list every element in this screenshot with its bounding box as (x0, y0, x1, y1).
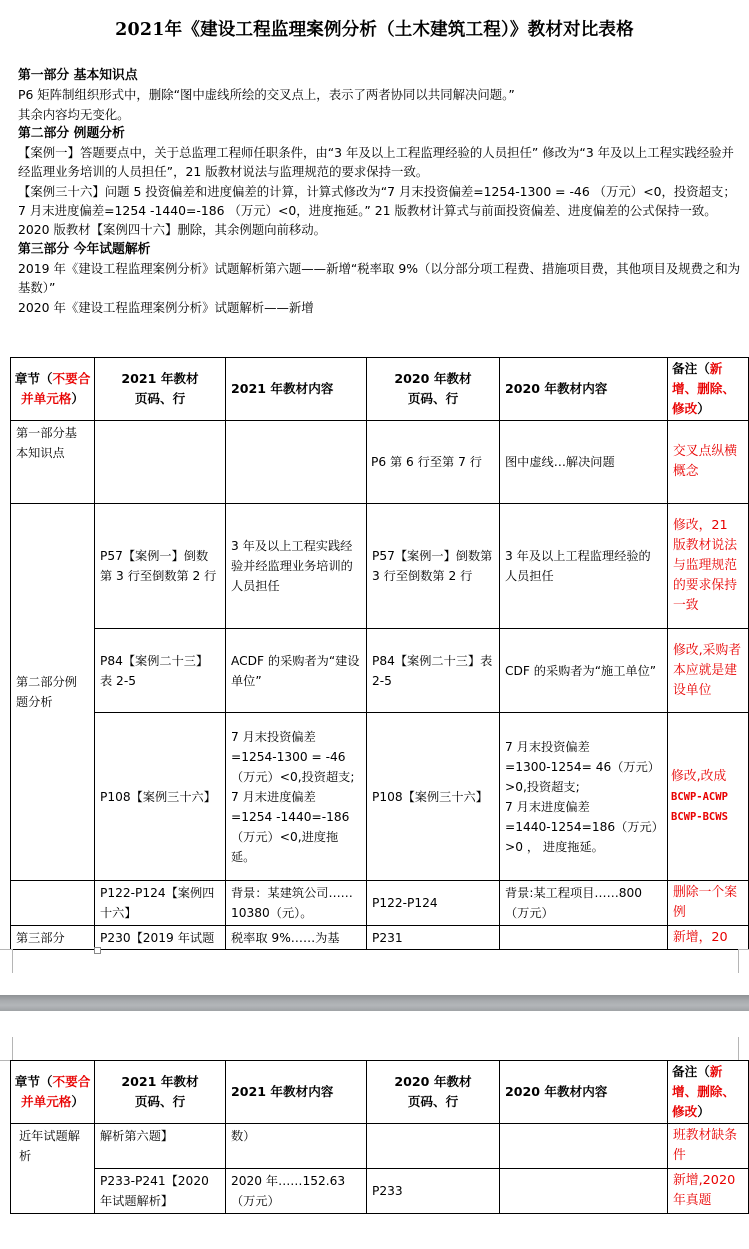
cell-page-2020: P231 (367, 926, 500, 950)
cell-content-2020: 3 年及以上工程监理经验的人员担任 (500, 504, 668, 629)
cell-content-2021: 2020 年……152.63（万元） (226, 1169, 367, 1214)
table-row (11, 421, 749, 504)
table-row (11, 504, 749, 629)
table-header-row (11, 1061, 749, 1124)
document-title: 2021年《建设工程监理案例分析（土木建筑工程）》教材对比表格 (115, 20, 634, 40)
cell-page-2021: 解析第六题】 (95, 1124, 226, 1169)
cell-content-2020 (500, 1124, 668, 1169)
table-row (11, 1124, 749, 1169)
cell-page-2021: P108【案例三十六】 (95, 713, 226, 881)
cell-page-2020 (367, 1124, 500, 1169)
table-row (11, 1169, 749, 1214)
cell-note: 修改,采购者本应就是建设单位 (668, 629, 749, 713)
cell-note: 班教材缺条件 (668, 1124, 749, 1169)
table-row (11, 926, 749, 950)
cell-content-2020: CDF 的采购者为“施工单位” (500, 629, 668, 713)
cell-chapter: 第一部分基本知识点 (11, 421, 95, 504)
table-header-row (11, 358, 749, 421)
header-chapter: 章节（不要合并单元格） (11, 358, 95, 421)
page-corner-mark (738, 949, 749, 973)
header-page-2021: 2021 年教材页码、行 (95, 358, 226, 421)
cell-note: 删除一个案例 (668, 881, 749, 926)
cell-page-2021: P57【案例一】倒数第 3 行至倒数第 2 行 (95, 504, 226, 629)
header-page-2020: 2020 年教材页码、行 (367, 1061, 500, 1124)
cell-page-2021: P122-P124【案例四十六】 (95, 881, 226, 926)
cell-content-2020: 图中虚线…解决问题 (500, 421, 668, 504)
paragraph: 【案例三十六】问题 5 投资偏差和进度偏差的计算，计算式修改为“7 月末投资偏差=1254-1300 = -46 （万元）<0，投资超支；7 月末进度偏差=1254 -1440=-186 （万元）<0，进度拖延。” 21 版教材计算式与前面投资偏差、进度偏差的公式保持一致。 (18, 183, 736, 219)
header-content-2021: 2021 年教材内容 (226, 358, 367, 421)
cell-content-2020: 7 月末投资偏差 =1300-1254= 46（万元）>0,投资超支; 7 月末进度偏差 =1440-1254=186（万元）>0 ， 进度拖延。 (500, 713, 668, 881)
paragraph: 【案例一】答题要点中，关于总监理工程师任职条件，由“3 年及以上工程监理经验的人员担任” 修改为“3 年及以上工程实践经验并经监理业务培训的人员担任”，21 版教材说法与监理规范的要求保持一致。 (18, 145, 734, 180)
header-content-2020: 2020 年教材内容 (500, 1061, 668, 1124)
cell-note: 新增，20 (668, 926, 749, 950)
page-corner-mark (738, 1037, 749, 1061)
cell-chapter: 第二部分例题分析 (11, 504, 95, 881)
page-corner-mark (0, 1037, 13, 1061)
header-note: 备注（新增、删除、修改） (668, 358, 749, 421)
document-page-2 (0, 1011, 749, 1249)
section-heading-3: 第三部分 今年试题解析 (18, 241, 151, 257)
table-row (11, 629, 749, 713)
cell-page-2020: P108【案例三十六】 (367, 713, 500, 881)
cell-content-2021: 3 年及以上工程实践经验并经监理业务培训的人员担任 (226, 504, 367, 629)
section-heading-2: 第二部分 例题分析 (18, 125, 125, 141)
cell-content-2021: ACDF 的采购者为“建设单位” (226, 629, 367, 713)
cell-page-2020: P233 (367, 1169, 500, 1214)
table-resize-handle[interactable] (94, 947, 101, 954)
header-content-2020: 2020 年教材内容 (500, 358, 668, 421)
cell-note: 修改，21 版教材说法与监理规范的要求保持一致 (668, 504, 749, 629)
cell-content-2021: 背景：某建筑公司……10380（元）。 (226, 881, 367, 926)
paragraph: P6 矩阵制组织形式中，删除“图中虚线所绘的交叉点上，表示了两者协同以共同解决问题。” (18, 87, 515, 103)
cell-content-2020 (500, 926, 668, 950)
paragraph: 其余内容均无变化。 (18, 106, 130, 122)
cell-page-2021: P233-P241【2020 年试题解析】 (95, 1169, 226, 1214)
page-break-separator (0, 995, 749, 1011)
cell-content-2020: 背景:某工程项目……800（万元） (500, 881, 668, 926)
comparison-table (10, 357, 749, 950)
cell-page-2020: P57【案例一】倒数第 3 行至倒数第 2 行 (367, 504, 500, 629)
cell-content-2021: 税率取 9%……为基 (226, 926, 367, 950)
cell-page-2021 (95, 421, 226, 504)
cell-page-2020: P84【案例二十三】表 2-5 (367, 629, 500, 713)
cell-content-2021: 数） (226, 1124, 367, 1169)
header-chapter: 章节（不要合并单元格） (11, 1061, 95, 1124)
cell-page-2020: P6 第 6 行至第 7 行 (367, 421, 500, 504)
cell-note: 修改,改成 BCWP-ACWP BCWP-BCWS (668, 713, 749, 881)
cell-content-2021: 7 月末投资偏差 =1254-1300 = -46 （万元）<0,投资超支; 7 月末进度偏差 =1254 -1440=-186 （万元）<0,进度拖延。 (226, 713, 367, 881)
cell-chapter: 第三部分 (11, 926, 95, 950)
paragraph: 2020 版教材【案例四十六】删除，其余例题向前移动。 (18, 222, 327, 238)
cell-page-2020: P122-P124 (367, 881, 500, 926)
paragraph: 2020 年《建设工程监理案例分析》试题解析——新增 (18, 299, 314, 315)
cell-page-2021: P84【案例二十三】表 2-5 (95, 629, 226, 713)
cell-content-2020 (500, 1169, 668, 1214)
cell-note: 交叉点纵横概念 (668, 421, 749, 504)
document-body (18, 66, 743, 317)
section-heading-1: 第一部分 基本知识点 (18, 68, 138, 83)
cell-page-2021: P230【2019 年试题 (95, 926, 226, 950)
header-note: 备注（新增、删除、修改） (668, 1061, 749, 1124)
table-row (11, 881, 749, 926)
table-row (11, 713, 749, 881)
header-page-2021: 2021 年教材页码、行 (95, 1061, 226, 1124)
cell-chapter: 近年试题解析 (11, 1124, 95, 1214)
cell-content-2021 (226, 421, 367, 504)
cell-chapter (11, 881, 95, 926)
comparison-table-continued (10, 1060, 749, 1214)
cell-note: 新增,2020 年真题 (668, 1169, 749, 1214)
header-content-2021: 2021 年教材内容 (226, 1061, 367, 1124)
paragraph: 2019 年《建设工程监理案例分析》试题解析第六题——新增“税率取 9%（以分部分项工程费、措施项目费，其他项目及规费之和为基数）” (18, 260, 741, 296)
page-corner-mark (0, 949, 13, 973)
header-page-2020: 2020 年教材页码、行 (367, 358, 500, 421)
